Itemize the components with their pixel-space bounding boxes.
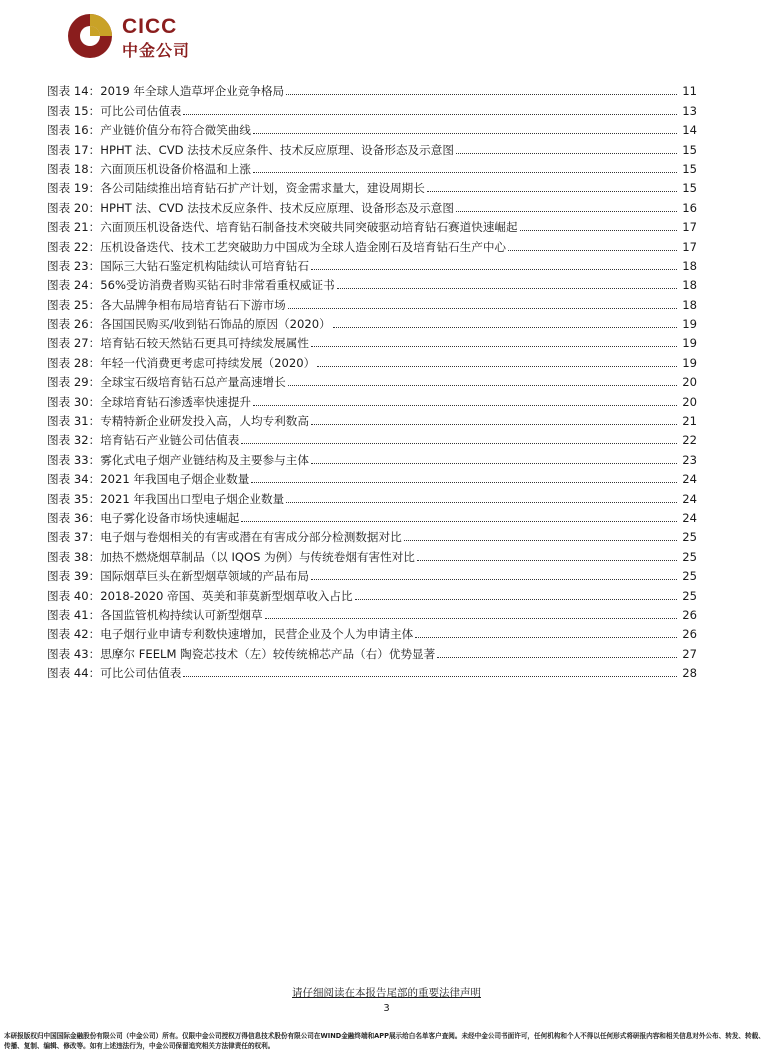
toc-entry-page: 19 (682, 355, 697, 370)
toc-entry-page: 15 (682, 142, 697, 157)
toc-entry-label: 图表 26： (47, 317, 101, 332)
toc-leader-dots (288, 308, 677, 309)
toc-entry[interactable] (47, 603, 697, 622)
cicc-logo (66, 12, 206, 62)
toc-entry-label: 图表 25： (47, 297, 101, 312)
toc-entry-page: 18 (682, 297, 697, 312)
toc-entry-title: 国际三大钻石鉴定机构陆续认可培育钻石 (100, 258, 309, 273)
toc-leader-dots (311, 346, 677, 347)
toc-entry-page: 21 (682, 414, 697, 429)
toc-leader-dots (241, 521, 677, 522)
toc-entry[interactable] (47, 98, 697, 117)
toc-entry-page: 15 (682, 161, 697, 176)
toc-leader-dots (508, 250, 677, 251)
cicc-emblem-icon (66, 12, 114, 60)
toc-leader-dots (417, 560, 677, 561)
toc-entry-title: 产业链价值分布符合微笑曲线 (100, 123, 251, 138)
toc-entry-page: 24 (682, 472, 697, 487)
toc-entry-title: 电子雾化设备市场快速崛起 (100, 510, 240, 525)
toc-leader-dots (437, 657, 677, 658)
toc-leader-dots (253, 405, 677, 406)
copyright-disclaimer: 本研报版权归中国国际金融股份有限公司（中金公司）所有。仅限中金公司授权万得信息技术股份有限公司在WIND金融终端和APP展示给白名单客户查阅。未经中金公司书面许可，任何机构和个人不得以任何形式将研报内容和相关信息对外公布、转发、转载、传播、复制、编辑、修改等。如有上述违法行为，中金公司保留追究相关方法律责任的权利。 (4, 1032, 765, 1050)
toc-leader-dots (288, 385, 677, 386)
toc-entry-page: 22 (682, 433, 697, 448)
toc-entry[interactable] (47, 428, 697, 447)
toc-entry[interactable] (47, 661, 697, 680)
toc-leader-dots (333, 327, 677, 328)
toc-entry[interactable] (47, 544, 697, 563)
toc-leader-dots (337, 288, 677, 289)
toc-leader-dots (520, 230, 677, 231)
toc-leader-dots (456, 211, 677, 212)
toc-leader-dots (311, 269, 677, 270)
toc-entry-page: 25 (682, 530, 697, 545)
toc-entry-page: 17 (682, 220, 697, 235)
figure-list (47, 79, 697, 680)
toc-entry[interactable] (47, 215, 697, 234)
toc-entry[interactable] (47, 389, 697, 408)
toc-entry[interactable] (47, 292, 697, 311)
toc-entry[interactable] (47, 195, 697, 214)
toc-entry[interactable] (47, 370, 697, 389)
toc-entry[interactable] (47, 467, 697, 486)
toc-entry-page: 24 (682, 491, 697, 506)
toc-leader-dots (456, 153, 677, 154)
toc-entry[interactable] (47, 254, 697, 273)
toc-entry-title: 2021 年我国出口型电子烟企业数量 (100, 491, 285, 506)
toc-entry-label: 图表 44： (47, 666, 101, 681)
toc-entry-label: 图表 15： (47, 103, 101, 118)
toc-entry-page: 20 (682, 394, 697, 409)
toc-entry-title: 可比公司估值表 (100, 666, 182, 681)
toc-entry-title: 培育钻石产业链公司估值表 (100, 433, 240, 448)
toc-entry-page: 19 (682, 336, 697, 351)
toc-entry[interactable] (47, 447, 697, 466)
toc-leader-dots (265, 618, 677, 619)
toc-entry[interactable] (47, 176, 697, 195)
toc-entry-label: 图表 28： (47, 355, 101, 370)
toc-entry-label: 图表 34： (47, 472, 101, 487)
toc-entry-page: 17 (682, 239, 697, 254)
logo-text-en: CICC (122, 15, 178, 38)
toc-entry[interactable] (47, 350, 697, 369)
logo-text-cn: 中金公司 (122, 41, 191, 60)
toc-entry-page: 26 (682, 607, 697, 622)
toc-leader-dots (251, 482, 677, 483)
toc-entry-label: 图表 20： (47, 200, 101, 215)
toc-entry-label: 图表 36： (47, 510, 101, 525)
toc-entry-title: 国际烟草巨头在新型烟草领域的产品布局 (100, 569, 309, 584)
toc-entry[interactable] (47, 273, 697, 292)
toc-entry-label: 图表 37： (47, 530, 101, 545)
toc-entry-title: 全球宝石级培育钻石总产量高速增长 (100, 375, 286, 390)
toc-entry[interactable] (47, 486, 697, 505)
toc-entry-title: 各国国民购买/收到钻石饰品的原因（2020） (100, 317, 331, 332)
toc-entry[interactable] (47, 622, 697, 641)
toc-entry-title: 六面顶压机设备迭代、培育钻石制备技术突破共同突破驱动培育钻石赛道快速崛起 (100, 220, 518, 235)
toc-entry[interactable] (47, 331, 697, 350)
toc-entry-page: 25 (682, 588, 697, 603)
toc-entry-label: 图表 14： (47, 84, 101, 99)
toc-entry-title: 加热不燃烧烟草制品（以 IQOS 为例）与传统卷烟有害性对比 (100, 549, 415, 564)
toc-leader-dots (355, 599, 677, 600)
toc-entry-page: 24 (682, 510, 697, 525)
toc-entry-label: 图表 16： (47, 123, 101, 138)
toc-entry-label: 图表 43： (47, 646, 101, 661)
toc-entry-page: 25 (682, 569, 697, 584)
toc-entry[interactable] (47, 234, 697, 253)
toc-entry[interactable] (47, 137, 697, 156)
toc-entry-label: 图表 31： (47, 414, 101, 429)
toc-leader-dots (415, 637, 677, 638)
toc-entry-label: 图表 18： (47, 161, 101, 176)
toc-entry-label: 图表 38： (47, 549, 101, 564)
toc-entry[interactable] (47, 525, 697, 544)
toc-entry-page: 14 (682, 123, 697, 138)
toc-entry-label: 图表 19： (47, 181, 101, 196)
toc-entry-page: 28 (682, 666, 697, 681)
toc-entry-label: 图表 33： (47, 452, 101, 467)
toc-leader-dots (241, 443, 677, 444)
toc-leader-dots (286, 502, 677, 503)
toc-entry-label: 图表 35： (47, 491, 101, 506)
toc-entry[interactable] (47, 312, 697, 331)
toc-leader-dots (286, 94, 677, 95)
toc-entry-label: 图表 30： (47, 394, 101, 409)
toc-entry-label: 图表 39： (47, 569, 101, 584)
toc-entry-title: 六面顶压机设备价格温和上涨 (100, 161, 251, 176)
toc-entry-page: 19 (682, 317, 697, 332)
toc-leader-dots (404, 540, 677, 541)
toc-entry-label: 图表 42： (47, 627, 101, 642)
toc-leader-dots (427, 191, 677, 192)
toc-leader-dots (253, 172, 677, 173)
toc-leader-dots (311, 463, 677, 464)
legal-notice[interactable]: 请仔细阅读在本报告尾部的重要法律声明 (292, 987, 481, 999)
toc-entry-title: 可比公司估值表 (100, 103, 182, 118)
toc-entry-title: 专精特新企业研发投入高，人均专利数高 (100, 414, 309, 429)
toc-entry-page: 13 (682, 103, 697, 118)
toc-entry-title: 2021 年我国电子烟企业数量 (100, 472, 250, 487)
toc-entry-page: 15 (682, 181, 697, 196)
toc-entry-title: 培育钻石较天然钻石更具可持续发展属性 (100, 336, 309, 351)
toc-entry-page: 16 (682, 200, 697, 215)
toc-entry-page: 18 (682, 278, 697, 293)
toc-entry-title: 各公司陆续推出培育钻石扩产计划，资金需求量大，建设周期长 (100, 181, 425, 196)
toc-leader-dots (183, 676, 677, 677)
toc-entry-label: 图表 41： (47, 607, 101, 622)
toc-entry-title: 雾化式电子烟产业链结构及主要参与主体 (100, 452, 309, 467)
toc-entry-title: 压机设备迭代、技术工艺突破助力中国成为全球人造金刚石及培育钻石生产中心 (100, 239, 507, 254)
toc-entry-page: 27 (682, 646, 697, 661)
toc-entry-title: 各大品牌争相布局培育钻石下游市场 (100, 297, 286, 312)
toc-entry-page: 11 (682, 84, 697, 99)
toc-entry-title: 2019 年全球人造草坪企业竞争格局 (100, 84, 285, 99)
toc-entry-label: 图表 22： (47, 239, 101, 254)
toc-entry-page: 25 (682, 549, 697, 564)
toc-entry[interactable] (47, 583, 697, 602)
toc-entry-page: 20 (682, 375, 697, 390)
toc-entry-label: 图表 40： (47, 588, 101, 603)
toc-entry[interactable] (47, 506, 697, 525)
toc-entry-label: 图表 32： (47, 433, 101, 448)
toc-entry-title: HPHT 法、CVD 法技术反应条件、技术反应原理、设备形态及示意图 (100, 200, 454, 215)
toc-entry-title: 56%受访消费者购买钻石时非常看重权威证书 (100, 278, 335, 293)
toc-entry-title: 全球培育钻石渗透率快速提升 (100, 394, 251, 409)
toc-entry[interactable] (47, 118, 697, 137)
page-number: 3 (383, 1003, 390, 1014)
toc-entry-title: 各国监管机构持续认可新型烟草 (100, 607, 263, 622)
toc-entry[interactable] (47, 79, 697, 98)
toc-entry-title: HPHT 法、CVD 法技术反应条件、技术反应原理、设备形态及示意图 (100, 142, 454, 157)
toc-leader-dots (253, 133, 677, 134)
toc-entry[interactable] (47, 157, 697, 176)
toc-entry-title: 电子烟与卷烟相关的有害或潜在有害成分部分检测数据对比 (100, 530, 402, 545)
toc-entry[interactable] (47, 409, 697, 428)
toc-entry[interactable] (47, 564, 697, 583)
toc-leader-dots (317, 366, 677, 367)
toc-entry-title: 2018-2020 帝国、英美和菲莫新型烟草收入占比 (100, 588, 353, 603)
toc-entry-title: 思摩尔 FEELM 陶瓷芯技术（左）较传统棉芯产品（右）优势显著 (100, 646, 436, 661)
toc-entry-label: 图表 21： (47, 220, 101, 235)
toc-entry[interactable] (47, 641, 697, 660)
toc-entry-page: 26 (682, 627, 697, 642)
toc-entry-title: 年轻一代消费更考虑可持续发展（2020） (100, 355, 316, 370)
toc-leader-dots (311, 579, 677, 580)
toc-entry-label: 图表 29： (47, 375, 101, 390)
toc-entry-label: 图表 17： (47, 142, 101, 157)
toc-entry-label: 图表 27： (47, 336, 101, 351)
toc-leader-dots (183, 114, 677, 115)
toc-entry-page: 23 (682, 452, 697, 467)
toc-entry-label: 图表 24： (47, 278, 101, 293)
toc-entry-label: 图表 23： (47, 258, 101, 273)
toc-entry-title: 电子烟行业申请专利数快速增加，民营企业及个人为申请主体 (100, 627, 414, 642)
toc-entry-page: 18 (682, 258, 697, 273)
toc-leader-dots (311, 424, 677, 425)
